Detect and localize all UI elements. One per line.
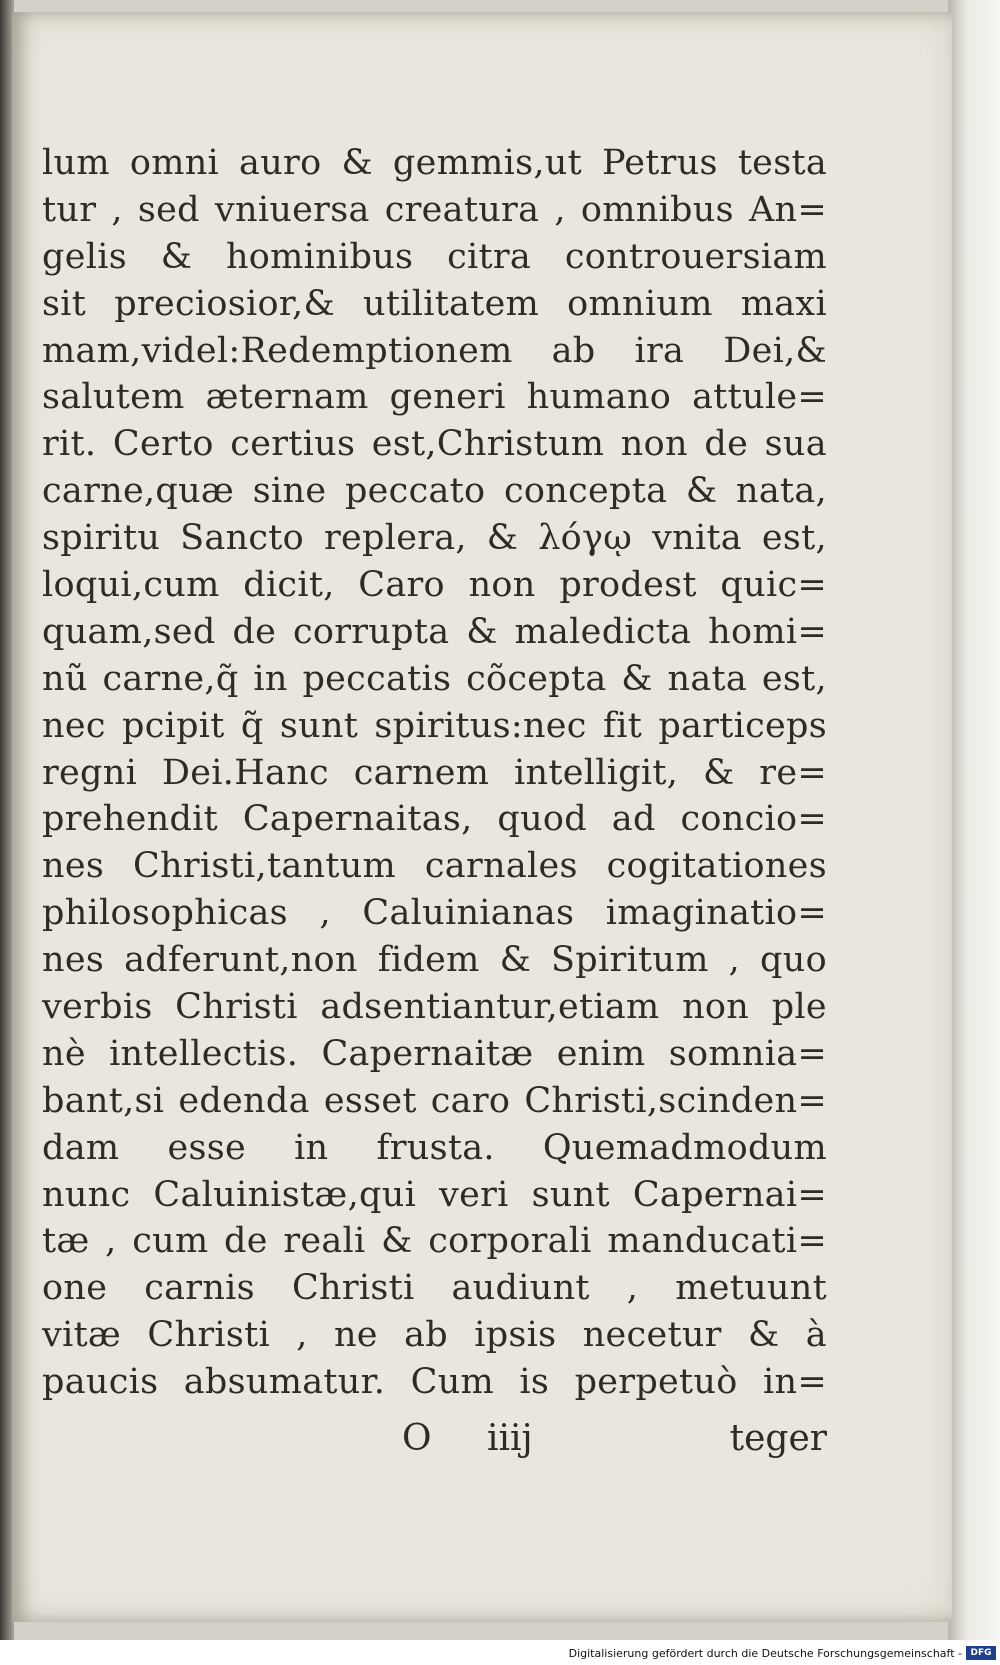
- text-line: salutem æternam generi humano attule=: [42, 377, 827, 418]
- text-line: regni Dei.Hanc carnem intelligit, & re=: [42, 752, 827, 793]
- text-line: tæ , cum de reali & corporali manducati=: [42, 1221, 827, 1262]
- text-line: nũ carne,q̃ in peccatis cõcepta & nata est,: [42, 658, 827, 699]
- text-line: loqui,cum dicit, Caro non prodest quic=: [42, 565, 827, 606]
- text-line: quam,sed de corrupta & maledicta homi=: [42, 611, 827, 652]
- text-line: nunc Caluinistæ,qui veri sunt Capernai=: [42, 1174, 827, 1215]
- text-line: paucis absumatur. Cum is perpetuò in=: [42, 1362, 827, 1403]
- text-line: nes adferunt,non fidem & Spiritum , quo: [42, 940, 827, 981]
- text-line: gelis & hominibus citra controuersiam: [42, 236, 827, 277]
- text-line: nes Christi,tantum carnales cogitationes: [42, 846, 827, 887]
- digitization-footer: [0, 1640, 1000, 1665]
- text-line: lum omni auro & gemmis,ut Petrus testa: [42, 143, 827, 183]
- text-line: bant,si edenda esset caro Christi,scinden=: [42, 1080, 827, 1121]
- text-line: sit preciosior,& utilitatem omnium maxi: [42, 283, 827, 324]
- text-line: nec pcipit q̃ sunt spiritus:nec fit particeps: [42, 705, 827, 746]
- text-line: dam esse in frusta. Quemadmodum: [42, 1127, 827, 1168]
- text-line: vitæ Christi , ne ab ipsis necetur & à: [42, 1315, 827, 1356]
- text-line: spiritu Sancto replera, & λόγῳ vnita est,: [42, 518, 827, 559]
- text-line: mam,videl:Redemptionem ab ira Dei,&: [42, 330, 827, 371]
- text-line: nè intellectis. Capernaitæ enim somnia=: [42, 1033, 827, 1074]
- text-line: one carnis Christi audiunt , metuunt: [42, 1268, 827, 1309]
- funding-credit: Digitalisierung gefördert durch die Deutsche Forschungsgemeinschaft -: [568, 1647, 962, 1660]
- text-line: rit. Certo certius est,Christum non de sua: [42, 424, 827, 465]
- text-line: verbis Christi adsentiantur,etiam non ple: [42, 987, 827, 1028]
- signature-number: iiij: [487, 1418, 533, 1459]
- signature-mark: O: [402, 1418, 432, 1459]
- dfg-logo: DFG: [966, 1646, 996, 1660]
- text-line: tur , sed vniuersa creatura , omnibus An=: [42, 189, 827, 230]
- scan-right-margin: [948, 0, 1000, 1640]
- text-line: carne,quæ sine peccato concepta & nata,: [42, 471, 827, 512]
- page-text-block: [42, 140, 827, 1406]
- text-line: philosophicas , Caluinianas imaginatio=: [42, 893, 827, 934]
- text-line: prehendit Capernaitas, quod ad concio=: [42, 799, 827, 840]
- catchword: teger: [729, 1418, 827, 1459]
- page-footer-marks: [42, 1414, 827, 1464]
